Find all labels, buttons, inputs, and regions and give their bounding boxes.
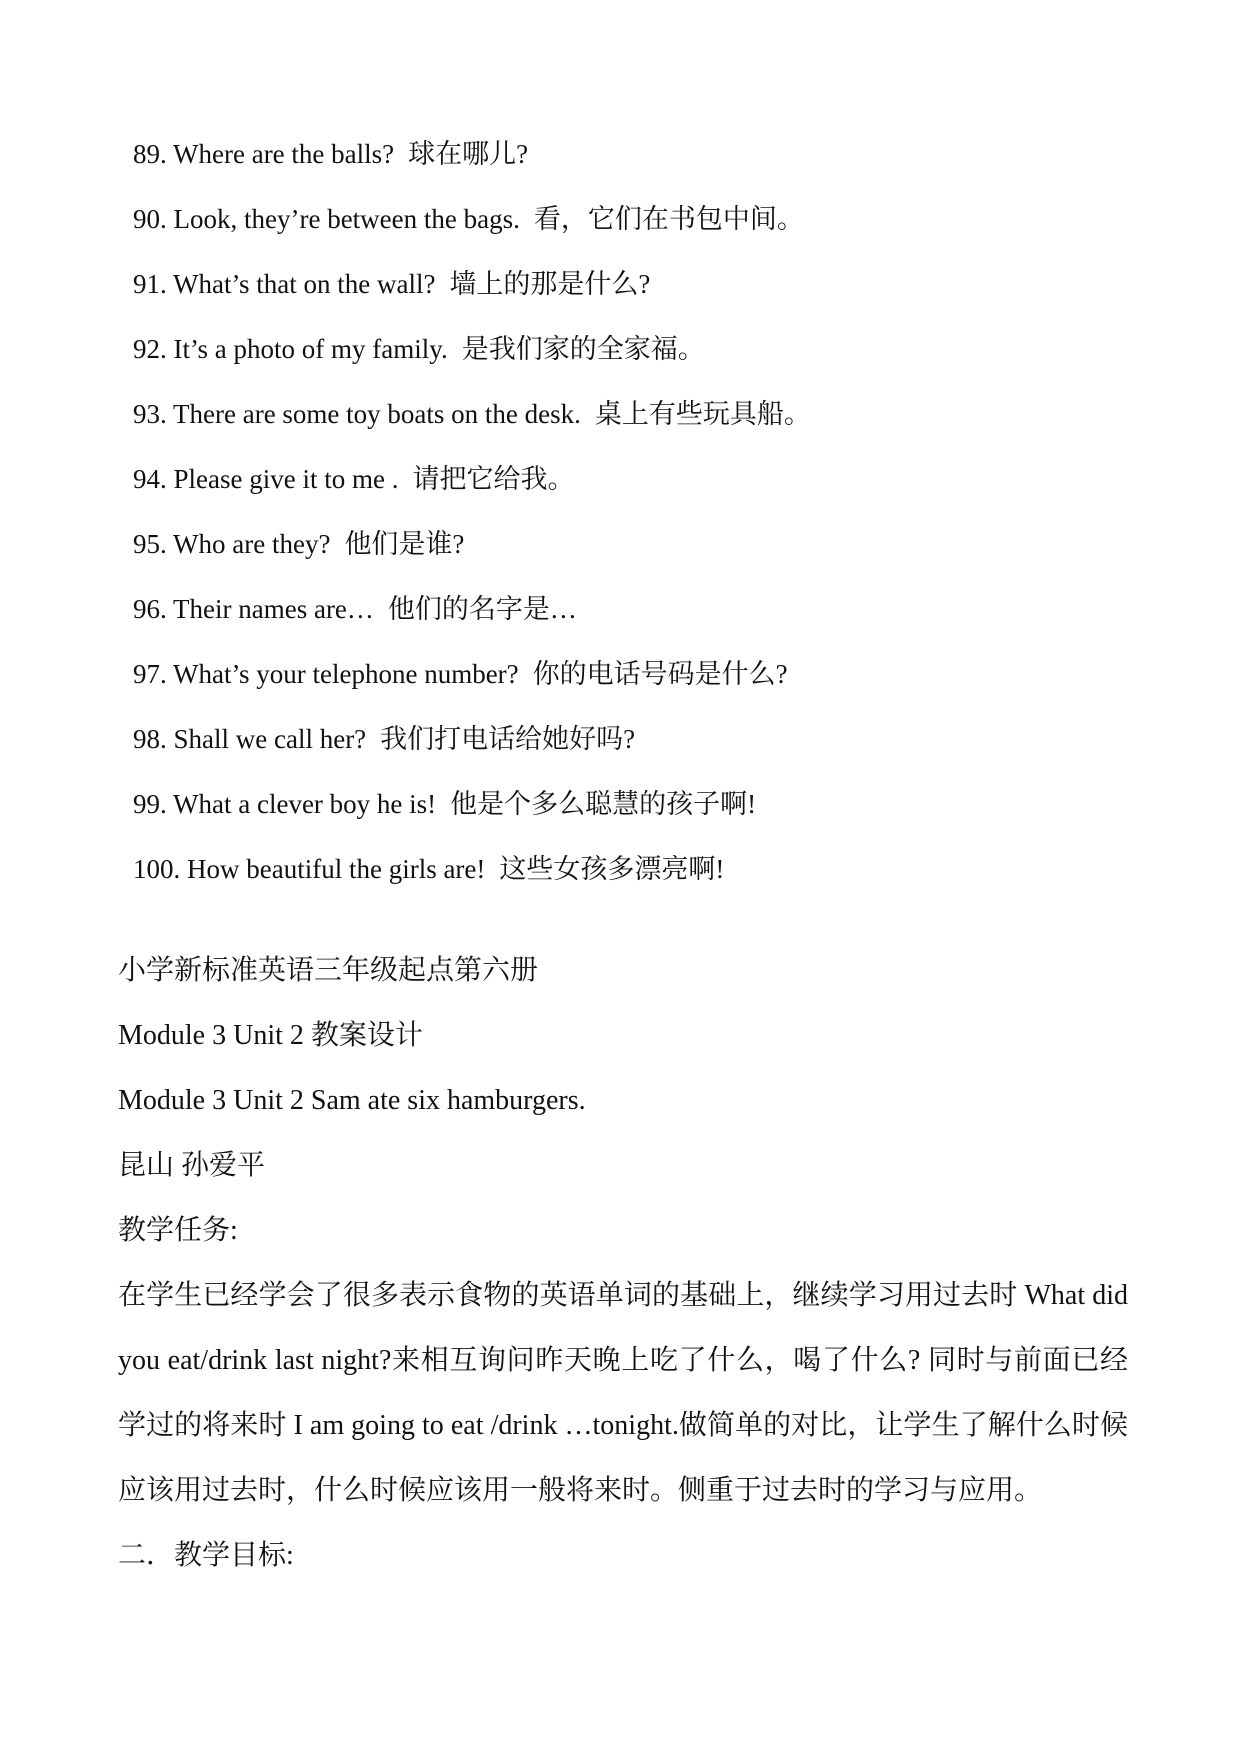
sentence-chinese: 是我们家的全家福。 [461, 334, 705, 364]
author-line: 昆山 孙爱平 [118, 1150, 266, 1181]
sentence-chinese: 请把它给我。 [412, 464, 575, 494]
sentence-item [133, 252, 811, 317]
unit-title: Module 3 Unit 2 Sam ate six hamburgers. [118, 1085, 586, 1116]
sentence-item [133, 122, 811, 187]
sentence-chinese: 他是个多么聪慧的孩子啊! [450, 789, 757, 819]
sentence-chinese: 这些女孩多漂亮啊! [499, 854, 725, 884]
sentence-item [133, 317, 811, 382]
sentence-number: 93. [133, 399, 167, 429]
sentence-item [133, 707, 811, 772]
design-title: Module 3 Unit 2 教案设计 [118, 1020, 423, 1051]
sentence-number: 97. [133, 659, 167, 689]
sentence-list [133, 122, 811, 902]
sentence-english: Look, they’re between the bags. [173, 204, 520, 234]
goals-heading: 二．教学目标: [118, 1540, 294, 1571]
sentence-number: 91. [133, 269, 167, 299]
sentence-number: 95. [133, 529, 167, 559]
sentence-number: 92. [133, 334, 167, 364]
sentence-item [133, 837, 811, 902]
sentence-english: It’s a photo of my family. [173, 334, 448, 364]
sentence-chinese: 我们打电话给她好吗? [380, 724, 636, 754]
sentence-item [133, 642, 811, 707]
sentence-number: 96. [133, 594, 167, 624]
sentence-item [133, 577, 811, 642]
sentence-english: Where are the balls? [173, 139, 395, 169]
sentence-english: Their names are… [173, 594, 374, 624]
sentence-item [133, 447, 811, 512]
sentence-english: There are some toy boats on the desk. [173, 399, 581, 429]
sentence-english: What’s your telephone number? [173, 659, 519, 689]
book-title: 小学新标准英语三年级起点第六册 [118, 955, 539, 986]
sentence-chinese: 看，它们在书包中间。 [533, 204, 804, 234]
sentence-item [133, 187, 811, 252]
sentence-chinese: 他们是谁? [344, 529, 465, 559]
sentence-english: How beautiful the girls are! [187, 854, 486, 884]
sentence-english: What a clever boy he is! [173, 789, 437, 819]
sentence-chinese: 墙上的那是什么? [449, 269, 651, 299]
sentence-number: 90. [133, 204, 167, 234]
sentence-english: Who are they? [173, 529, 331, 559]
sentence-number: 89. [133, 139, 167, 169]
sentence-item [133, 772, 811, 837]
sentence-item [133, 382, 811, 447]
sentence-chinese: 他们的名字是… [387, 594, 577, 624]
sentence-number: 99. [133, 789, 167, 819]
sentence-english: Please give it to me . [173, 464, 399, 494]
sentence-chinese: 你的电话号码是什么? [532, 659, 788, 689]
sentence-english: What’s that on the wall? [173, 269, 436, 299]
task-paragraph: 在学生已经学会了很多表示食物的英语单词的基础上，继续学习用过去时 What did you eat/drink last night?来相互询问昨天晚上吃了什么，喝了什么? 同时与前面已经学过的将来时 I am going to eat /drink …tonight.做简单的对比，让学生了解什么时候应该用过去时，什么时候应该用一般将来时。侧重于过去时的学习与应用。 [118, 1280, 1128, 1506]
sentence-chinese: 球在哪儿? [408, 139, 529, 169]
sentence-number: 100. [133, 854, 181, 884]
task-heading: 教学任务: [118, 1215, 238, 1246]
sentence-number: 98. [133, 724, 167, 754]
sentence-chinese: 桌上有些玩具船。 [594, 399, 811, 429]
sentence-number: 94. [133, 464, 167, 494]
lesson-plan [118, 938, 1138, 1588]
sentence-item [133, 512, 811, 577]
sentence-english: Shall we call her? [173, 724, 367, 754]
